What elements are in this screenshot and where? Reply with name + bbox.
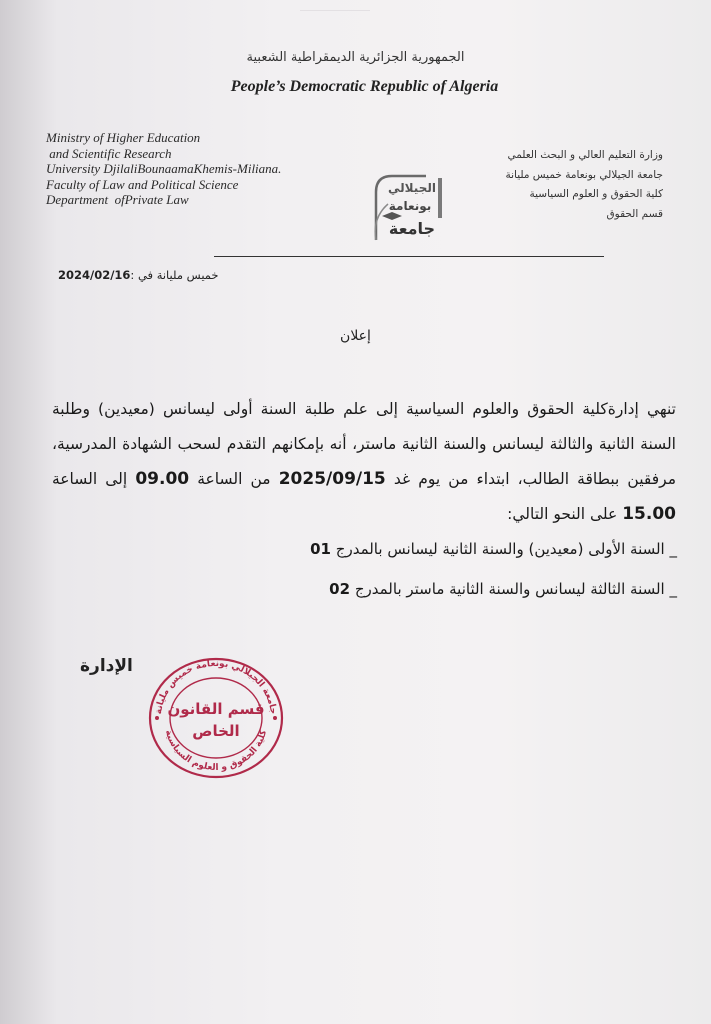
announcement-body <box>52 392 676 532</box>
stamp-center-line: الخاص <box>192 722 240 740</box>
body-text: إلى الساعة <box>52 470 128 488</box>
stamp-ring-text-bottom: كلية الحقوق و العلوم السياسية <box>162 728 270 774</box>
institution-line: and Scientific Research <box>46 145 172 161</box>
list-text: السنة الثالثة ليسانس والسنة الثانية ماستر بالمدرج <box>354 580 665 598</box>
list-bullet: _ <box>669 540 677 558</box>
list-item <box>310 540 677 558</box>
list-text: السنة الأولى (معيدين) والسنة الثانية ليسانس بالمدرج <box>335 540 665 558</box>
stamp-star-icon <box>273 716 277 720</box>
logo-text-line: جامعة <box>388 219 436 238</box>
list-number: 01 <box>310 540 331 558</box>
administration-signature: الإدارة <box>80 656 133 676</box>
body-date: 2025/09/15 <box>278 469 386 489</box>
page-smudge <box>300 0 370 11</box>
institution-line: Ministry of Higher Education <box>46 130 201 145</box>
header-english-republic: People’s Democratic Republic of Algeria <box>230 78 499 95</box>
institution-line: University DjilaliBounaamaKhemis-Miliana. <box>46 161 282 176</box>
university-logo <box>368 170 450 242</box>
institution-line: كلية الحقوق و العلوم السياسية <box>529 188 663 200</box>
department-stamp <box>147 656 285 780</box>
body-text: تنهي إدارةكلية الحقوق والعلوم السياسية إلى علم طلبة السنة أولى ليسانس (معيدين) وطلبة السنة الثانية والثالثة ليسانس والسنة الثانية ماستر، أنه بإمكانهم التقدم لسحب الشهادة المدرسية، مرفقين ببطاقة الطالب، ابتداء من يوم غد <box>52 400 677 488</box>
header-divider <box>214 256 604 257</box>
header-arabic-republic: الجمهورية الجزائرية الديمقراطية الشعبية <box>246 50 465 65</box>
list-number: 02 <box>329 580 351 598</box>
institution-line: Faculty of Law and Political Science <box>46 176 239 192</box>
institution-line: وزارة التعليم العالي و البحث العلمي <box>507 149 663 161</box>
institution-line: قسم الحقوق <box>606 207 663 220</box>
body-text: على النحو التالي: <box>507 505 618 523</box>
date-label: خميس مليانة في : <box>130 268 219 282</box>
stamp-inner-ring <box>170 678 262 758</box>
list-bullet: _ <box>669 580 677 598</box>
stamp-center-line: قسم القانون <box>167 700 265 718</box>
date-value: 2024/02/16 <box>58 268 131 282</box>
body-time-to: 15.00 <box>622 504 676 524</box>
body-text: من الساعة <box>197 470 271 488</box>
list-item <box>329 580 677 598</box>
logo-text-line: بونعامة <box>388 199 432 213</box>
institution-english-block <box>46 130 281 208</box>
announcement-title: إعلان <box>340 328 371 344</box>
logo-text-line: الجيلالي <box>388 181 436 195</box>
stamp-ring-text-top: جامعة الجيلالي بونعامة خميس مليانة <box>154 658 278 715</box>
stamp-star-icon <box>155 716 159 720</box>
institution-arabic-block <box>505 146 663 224</box>
date-line <box>58 268 219 282</box>
body-time-from: 09.00 <box>135 469 190 489</box>
institution-line: جامعة الجيلالي بونعامة خميس مليانة <box>505 168 663 181</box>
institution-line: Department ofPrivate Law <box>46 192 189 207</box>
